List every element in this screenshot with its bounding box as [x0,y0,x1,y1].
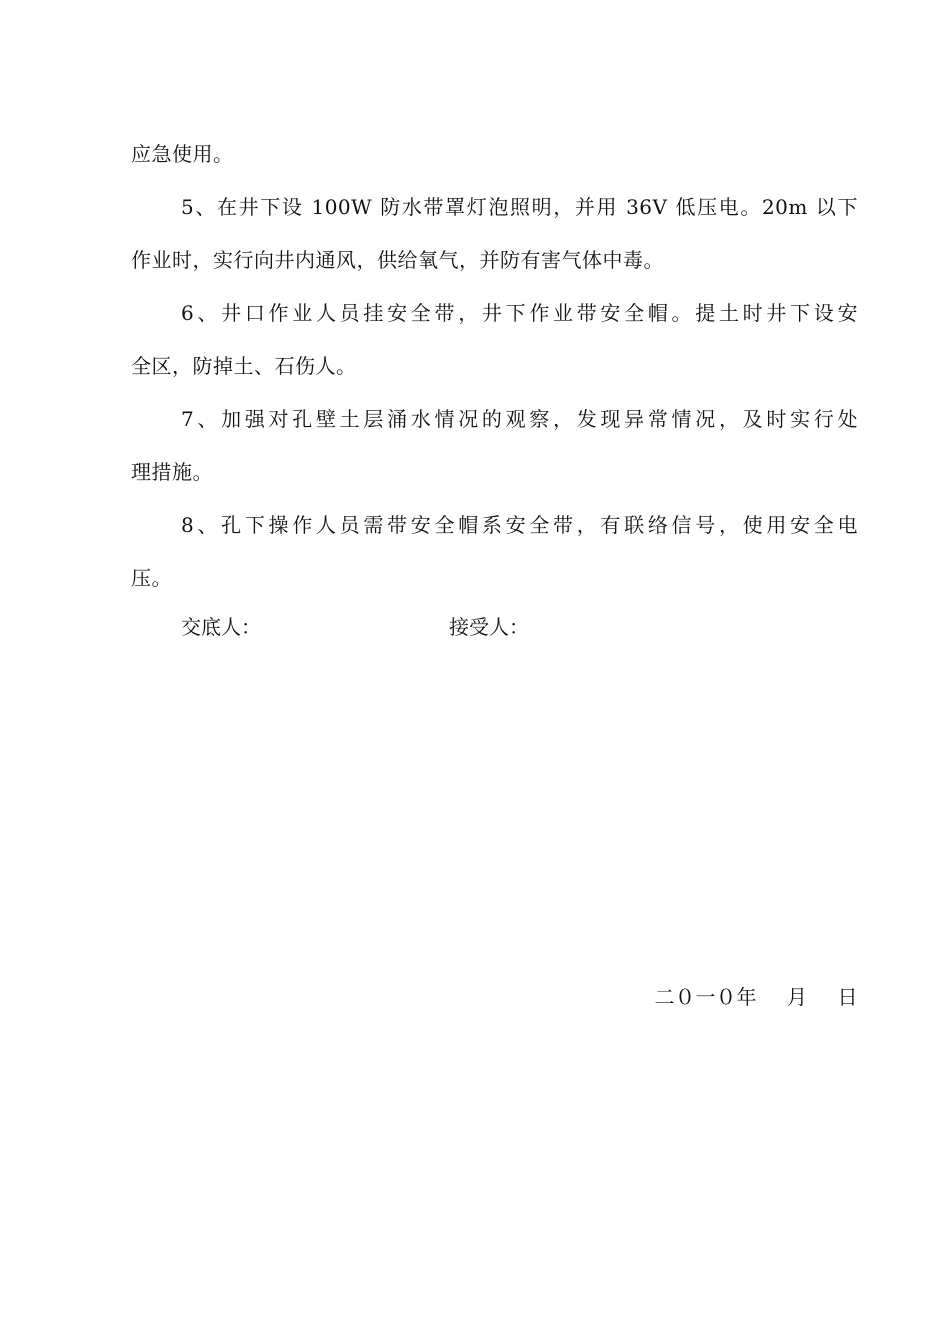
receiver-label: 接受人： [449,615,529,639]
document-body [131,128,858,605]
paragraph-line: 5、在井下设 100W 防水带罩灯泡照明，并用 36V 低压电。20m 以下 [181,195,858,219]
date-day: 日 [837,985,858,1009]
paragraph-line: 应急使用。 [131,142,234,166]
paragraph-line: 作业时，实行向井内通风，供给氧气，并防有害气体中毒。 [131,248,664,272]
giver-label: 交底人： [181,615,261,639]
date-year: 二０一０年 [654,985,757,1009]
paragraph-line: 8、孔下操作人员需带安全帽系安全带，有联络信号，使用安全电 [181,513,858,537]
paragraph-line: 7、加强对孔壁土层涌水情况的观察，发现异常情况，及时实行处 [181,407,858,431]
paragraph-line: 理措施。 [131,460,213,484]
signature-row [181,607,781,647]
date-line [655,977,859,1017]
date-month: 月 [787,985,808,1009]
paragraph-line: 全区，防掉土、石伤人。 [131,354,357,378]
paragraph-line: 6、井口作业人员挂安全带，井下作业带安全帽。提土时井下设安 [181,301,858,325]
paragraph-line: 压。 [131,566,172,590]
